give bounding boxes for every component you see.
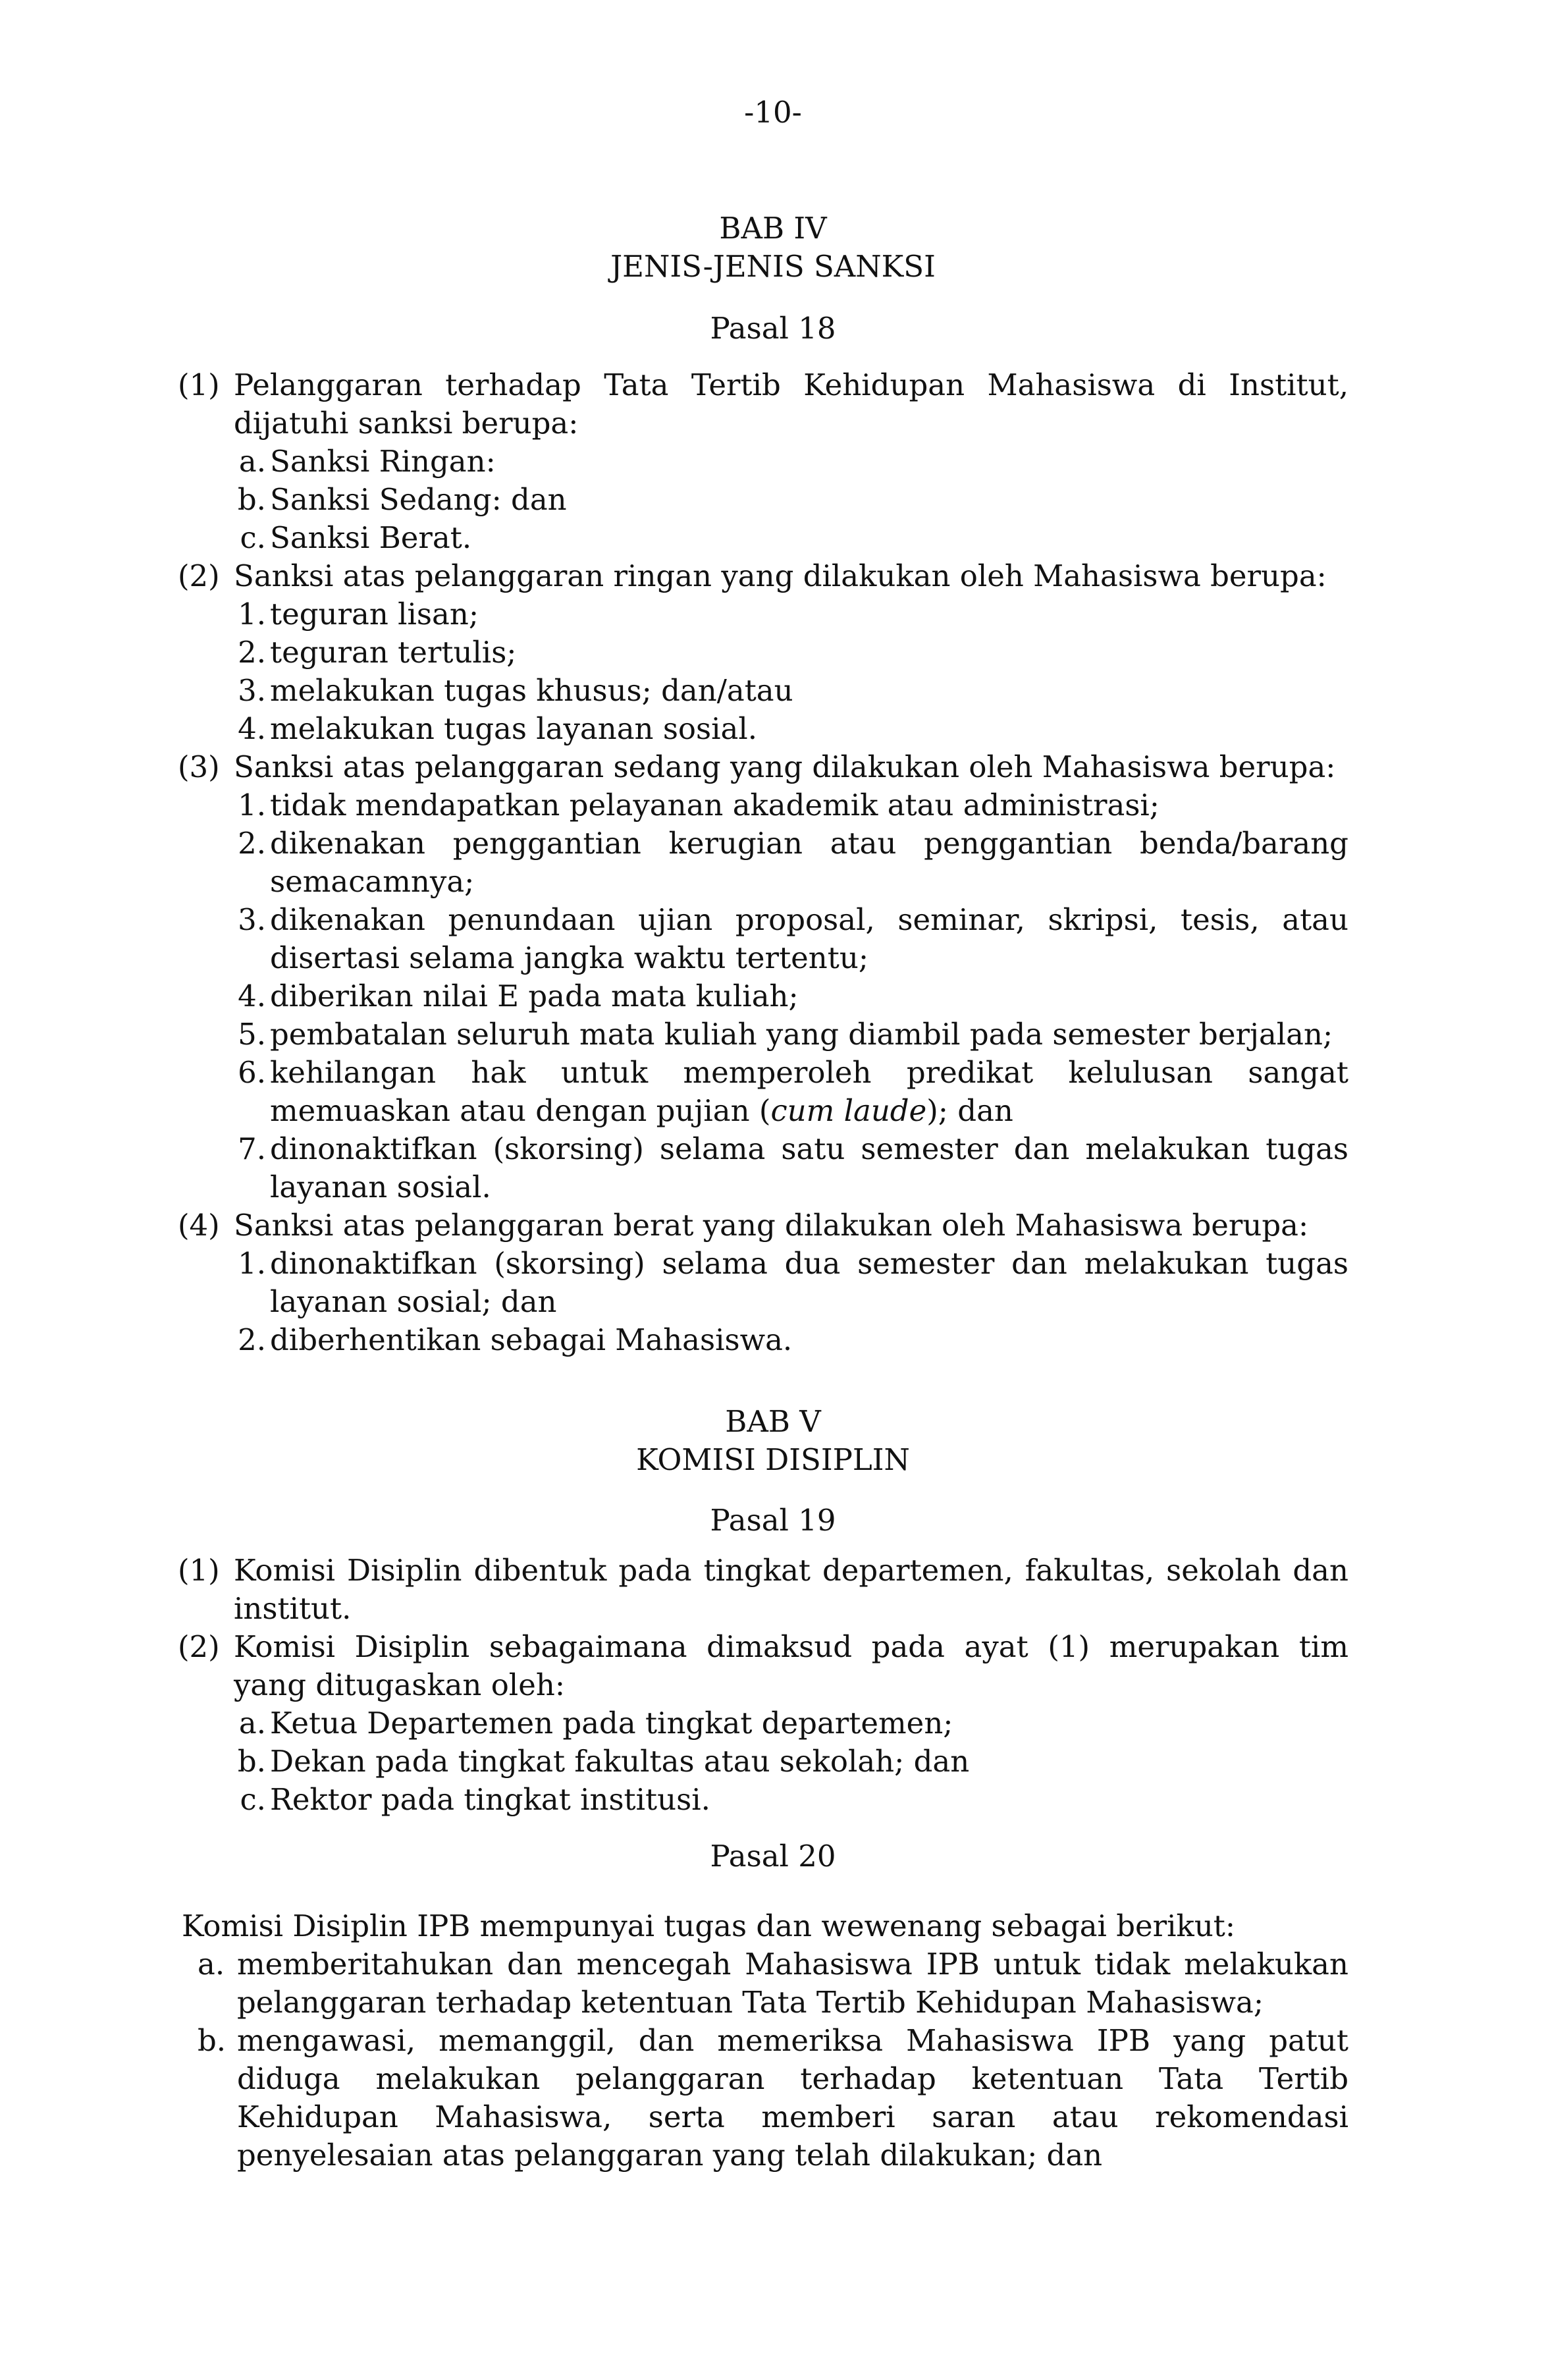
ayat-2 [0, 557, 1546, 595]
list-item [0, 1015, 1546, 1054]
ayat-text: Sanksi atas pelanggaran ringan yang dilakukan oleh Mahasiswa berupa: [234, 558, 1327, 593]
chapter-title: BAB IV [719, 211, 827, 246]
item-text: Sanksi Berat. [270, 520, 472, 555]
bab-v-heading [0, 1403, 1546, 1479]
ayat-text: Sanksi atas pelanggaran sedang yang dilakukan oleh Mahasiswa berupa: [234, 749, 1336, 784]
ayat-4 [0, 1206, 1546, 1245]
item-text: melakukan tugas khusus; dan/atau [270, 673, 793, 708]
list-item [0, 1743, 1546, 1781]
item-label: a. [238, 444, 266, 479]
pasal-19-body [0, 1552, 1546, 1819]
item-text: Ketua Departemen pada tingkat departemen; [270, 1706, 953, 1741]
item-text: diberikan nilai E pada mata kuliah; [270, 979, 799, 1014]
item-text: teguran lisan; [270, 597, 479, 632]
list-item [0, 443, 1546, 481]
list-item [0, 1945, 1546, 2022]
pasal-19-title: Pasal 19 [710, 1503, 836, 1538]
ayat-1 [0, 366, 1546, 443]
item-label: 2. [238, 1322, 266, 1357]
list-item [0, 1781, 1546, 1819]
item-text: Sanksi Ringan: [270, 444, 496, 479]
ayat-text: Komisi Disiplin dibentuk pada tingkat departemen, fakultas, sekolah dan institut. [234, 1553, 1348, 1626]
pasal-18-body [0, 366, 1546, 1359]
list-item [0, 2022, 1546, 2175]
item-label: b. [237, 482, 266, 517]
item-label: b. [237, 1744, 266, 1779]
list-item [0, 1054, 1546, 1130]
bab-iv-heading [0, 209, 1546, 286]
list-item [0, 786, 1546, 825]
pasal-20-intro: Komisi Disiplin IPB mempunyai tugas dan wewenang sebagai berikut: [182, 1908, 1236, 1943]
item-text: pembatalan seluruh mata kuliah yang diambil pada semester berjalan; [270, 1017, 1333, 1052]
item-label: 4. [238, 711, 266, 746]
list-item [0, 710, 1546, 748]
page-number: -10- [744, 95, 802, 130]
ayat-number: (2) [178, 558, 220, 593]
item-label: c. [240, 520, 266, 555]
chapter-subtitle: KOMISI DISIPLIN [636, 1442, 910, 1477]
ayat-3 [0, 748, 1546, 786]
ayat-number: (1) [178, 367, 220, 402]
item-text: dinonaktifkan (skorsing) selama dua semester dan melakukan tugas layanan sosial; dan [270, 1246, 1348, 1319]
pasal-18-title: Pasal 18 [710, 311, 836, 346]
item-text-italic: cum laude [770, 1093, 927, 1128]
list-item [0, 825, 1546, 901]
item-label: 2. [238, 635, 266, 670]
ayat-text: Komisi Disiplin sebagaimana dimaksud pada ayat (1) merupakan tim yang ditugaskan oleh: [234, 1629, 1348, 1702]
ayat-1 [0, 1552, 1546, 1628]
item-text: diberhentikan sebagai Mahasiswa. [270, 1322, 793, 1357]
item-label: 1. [238, 1246, 266, 1281]
ayat-text: Sanksi atas pelanggaran berat yang dilakukan oleh Mahasiswa berupa: [234, 1208, 1309, 1243]
ayat-number: (1) [178, 1553, 220, 1588]
item-label: a. [238, 1706, 266, 1741]
item-text: Rektor pada tingkat institusi. [270, 1782, 710, 1817]
item-text: teguran tertulis; [270, 635, 517, 670]
list-item [0, 901, 1546, 977]
item-label: a. [198, 1947, 225, 1982]
item-label: 7. [238, 1131, 266, 1166]
list-item [0, 977, 1546, 1015]
item-text [270, 1054, 1348, 1130]
pasal-20-title: Pasal 20 [710, 1839, 836, 1874]
list-item [0, 519, 1546, 557]
item-text: dikenakan penggantian kerugian atau penggantian benda/barang semacamnya; [270, 826, 1348, 899]
item-label: 3. [238, 673, 266, 708]
item-text-part: kehilangan hak untuk memperoleh predikat kelulusan sangat memuaskan atau dengan pujian ( [270, 1055, 1348, 1128]
item-label: b. [198, 2023, 227, 2058]
item-text: Sanksi Sedang: dan [270, 482, 567, 517]
item-text-part: ); dan [926, 1093, 1013, 1128]
item-label: 5. [238, 1017, 266, 1052]
item-text: memberitahukan dan mencegah Mahasiswa IPB untuk tidak melakukan pelanggaran terhadap ketentuan Tata Tertib Kehidupan Mahasiswa; [237, 1947, 1348, 2020]
ayat-2 [0, 1628, 1546, 1704]
item-text: melakukan tugas layanan sosial. [270, 711, 758, 746]
ayat-number: (4) [178, 1208, 220, 1243]
list-item [0, 595, 1546, 634]
list-item [0, 1245, 1546, 1321]
item-label: 2. [238, 826, 266, 861]
item-label: 3. [238, 902, 266, 937]
pasal-20-body [0, 1907, 1546, 2175]
ayat-number: (3) [178, 749, 220, 784]
item-text: dinonaktifkan (skorsing) selama satu semester dan melakukan tugas layanan sosial. [270, 1131, 1348, 1204]
item-label: 1. [238, 597, 266, 632]
item-text: Dekan pada tingkat fakultas atau sekolah; dan [270, 1744, 970, 1779]
list-item [0, 1704, 1546, 1743]
item-text: mengawasi, memanggil, dan memeriksa Mahasiswa IPB yang patut diduga melakukan pelanggaran terhadap ketentuan Tata Tertib Kehidupan Mahasiswa, serta memberi saran atau rekomendasi penyelesaian atas pelanggaran yang telah dilakukan; dan [237, 2023, 1348, 2173]
list-item [0, 672, 1546, 710]
ayat-number: (2) [178, 1629, 220, 1664]
item-label: 6. [238, 1055, 266, 1090]
chapter-subtitle: JENIS-JENIS SANKSI [610, 249, 936, 284]
item-text: dikenakan penundaan ujian proposal, seminar, skripsi, tesis, atau disertasi selama jangka waktu tertentu; [270, 902, 1348, 975]
list-item [0, 634, 1546, 672]
list-item [0, 1130, 1546, 1206]
item-label: c. [240, 1782, 266, 1817]
ayat-text: Pelanggaran terhadap Tata Tertib Kehidupan Mahasiswa di Institut, dijatuhi sanksi berupa: [234, 367, 1348, 441]
item-label: 1. [238, 788, 266, 823]
item-label: 4. [238, 979, 266, 1014]
list-item [0, 1321, 1546, 1359]
chapter-title: BAB V [725, 1404, 821, 1439]
item-text: tidak mendapatkan pelayanan akademik atau administrasi; [270, 788, 1160, 823]
list-item [0, 481, 1546, 519]
